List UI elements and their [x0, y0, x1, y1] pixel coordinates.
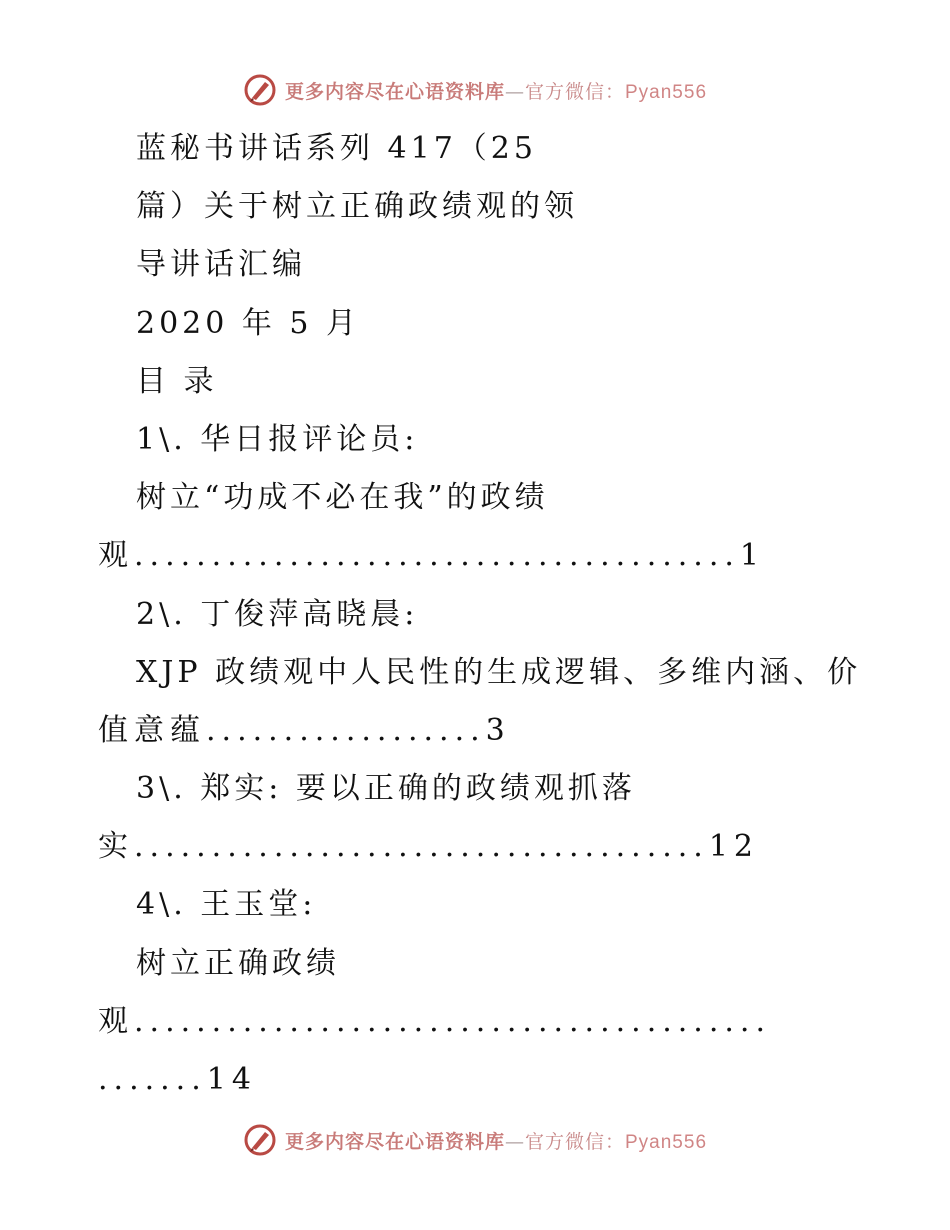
toc-heading: 目 录: [136, 363, 218, 399]
document-body: [98, 120, 898, 1109]
banner-text: [285, 77, 707, 104]
toc-entry-2-title: XJP 政绩观中人民性的生成逻辑、多维内涵、价: [136, 654, 862, 690]
doc-title-line-2: 篇）关于树立正确政绩观的领: [136, 189, 578, 225]
toc-entry-2-author: 2\. 丁俊萍高晓晨:: [136, 596, 419, 632]
banner-dash: —: [504, 1130, 525, 1153]
toc-entry-4-leader: 观.........................................: [98, 1003, 771, 1039]
toc-entry-4-page: .......14: [98, 1062, 257, 1097]
header-banner: [0, 68, 950, 112]
banner-text: [285, 1127, 707, 1154]
toc-entry-4-author: 4\. 王玉堂:: [136, 887, 317, 923]
banner-wechat-label: 官方微信：: [524, 80, 625, 103]
banner-site: 更多内容尽在心语资料库: [284, 1130, 505, 1153]
banner-wechat-label: 官方微信：: [524, 1130, 625, 1153]
banner-wechat-id: Pyan556: [625, 81, 708, 103]
banner-dash: —: [504, 80, 525, 103]
banner-site: 更多内容尽在心语资料库: [284, 80, 505, 103]
banner-wechat-id: Pyan556: [625, 1131, 708, 1153]
pen-logo-icon: [243, 73, 277, 107]
toc-entry-2-leader: 值意蕴..................3: [98, 712, 511, 748]
footer-banner: [0, 1118, 950, 1162]
toc-entry-3-leader: 实.....................................12: [98, 829, 760, 865]
doc-title-line-1: 蓝秘书讲话系列 417（25: [136, 131, 537, 166]
toc-entry-1-title: 树立“功成不必在我”的政绩: [136, 480, 549, 516]
toc-entry-1-author: 1\. 华日报评论员:: [136, 421, 419, 457]
toc-entry-1-leader: 观.......................................1: [98, 538, 765, 574]
doc-date: 2020 年 5 月: [136, 305, 361, 341]
doc-title-line-3: 导讲话汇编: [136, 247, 306, 283]
toc-entry-3-title: 3\. 郑实: 要以正确的政绩观抓落: [136, 771, 636, 807]
pen-logo-icon: [243, 1123, 277, 1157]
toc-entry-4-title: 树立正确政绩: [136, 945, 340, 981]
